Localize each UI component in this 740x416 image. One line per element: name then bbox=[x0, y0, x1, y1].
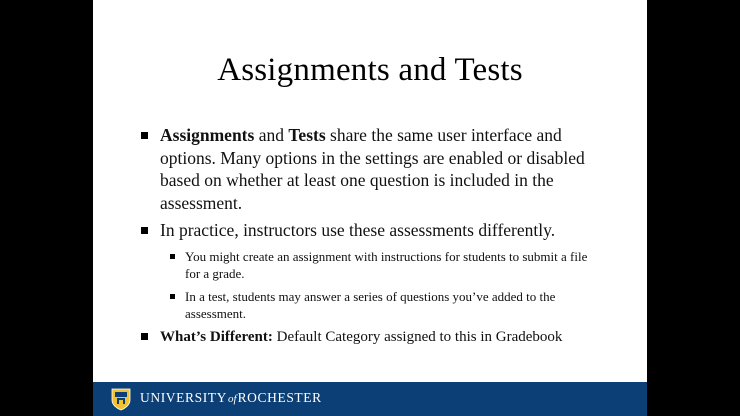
footer-bar bbox=[93, 382, 647, 416]
subbullet-assignment bbox=[141, 248, 601, 282]
bullet-assignments-tests bbox=[141, 124, 601, 214]
term-assignments: Assignments bbox=[160, 125, 255, 145]
term-whats-different: What’s Different: bbox=[160, 328, 273, 345]
bullet-list bbox=[141, 124, 601, 347]
term-tests: Tests bbox=[288, 125, 326, 145]
square-bullet-icon bbox=[170, 294, 175, 299]
square-bullet-icon bbox=[141, 227, 148, 234]
subbullet-test bbox=[141, 288, 601, 322]
bullet-in-practice bbox=[141, 219, 601, 242]
bullet-text: share the same user interface and options. Many options in the settings are enabled or disabled based on whether at least one question is included in the assessment. bbox=[160, 125, 585, 213]
subbullet-text: You might create an assignment with instructions for students to submit a file for a grade. bbox=[185, 248, 588, 281]
bullet-text: and bbox=[254, 125, 289, 145]
bullet-text: Default Category assigned to this in Gradebook bbox=[272, 328, 563, 345]
bullet-text: In practice, instructors use these assessments differently. bbox=[160, 220, 556, 240]
slide-title: Assignments and Tests bbox=[217, 52, 523, 88]
square-bullet-icon bbox=[170, 254, 175, 259]
square-bullet-icon bbox=[141, 132, 148, 139]
wordmark-rochester: ROCHESTER bbox=[237, 390, 322, 405]
wordmark-university: UNIVERSITY bbox=[140, 390, 227, 405]
subbullet-text: In a test, students may answer a series of questions you’ve added to the assessment. bbox=[185, 288, 556, 321]
university-wordmark bbox=[140, 390, 322, 406]
bullet-whats-different bbox=[141, 327, 601, 347]
slide bbox=[93, 0, 647, 416]
wordmark-of: of bbox=[228, 393, 237, 405]
university-seal-icon bbox=[110, 387, 132, 411]
square-bullet-icon bbox=[141, 333, 148, 340]
